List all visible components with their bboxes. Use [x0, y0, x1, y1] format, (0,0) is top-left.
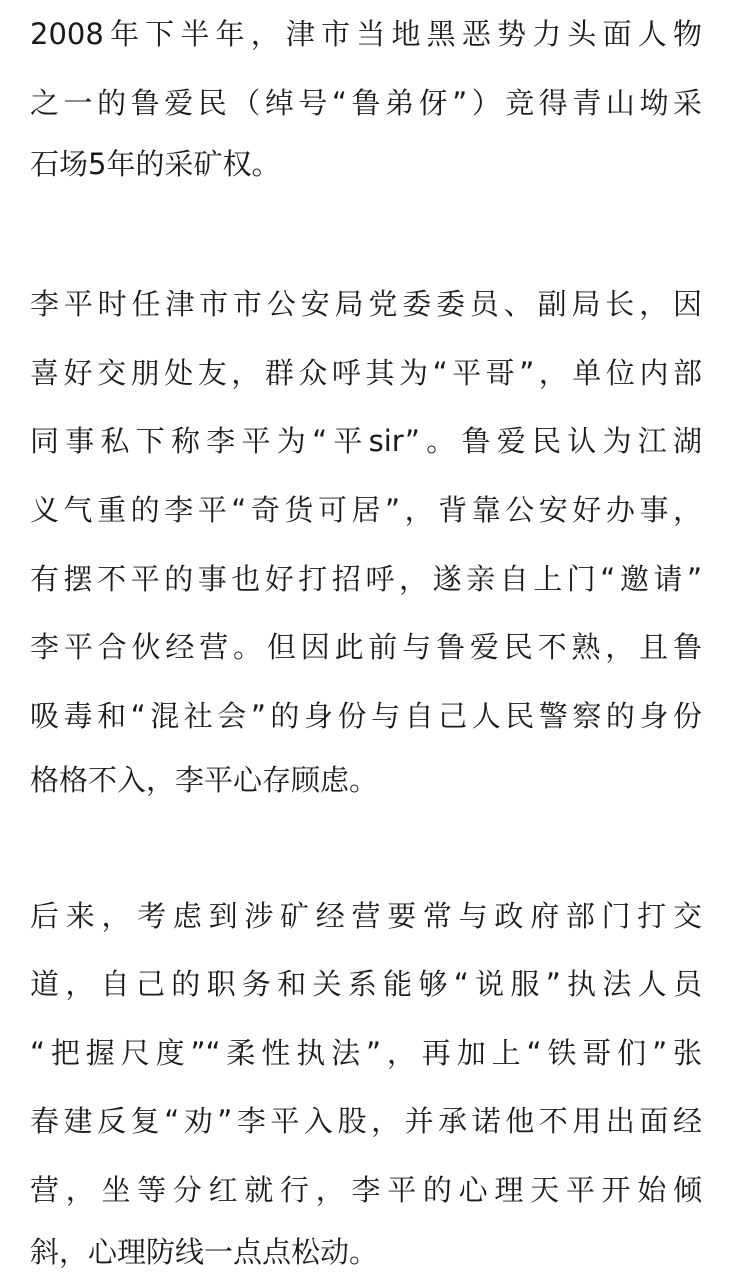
text-line: 有摆不平的事也好打招呼，遂亲自上门“邀请” — [30, 562, 702, 596]
text-line: 营，坐等分红就行，李平的心理天平开始倾 — [30, 1173, 702, 1207]
text-line: 2008年下半年，津市当地黑恶势力头面人物 — [30, 17, 702, 51]
text-line: 义气重的李平“奇货可居”，背靠公安好办事， — [30, 493, 702, 527]
text-line: 李平合伙经营。但因此前与鲁爱民不熟，且鲁 — [30, 630, 702, 664]
text-line: 石场5年的采矿权。 — [30, 147, 281, 181]
text-line: 道，自己的职务和关系能够“说服”执法人员 — [30, 967, 702, 1001]
text-line: 后来，考虑到涉矿经营要常与政府部门打交 — [30, 899, 702, 933]
text-line: 李平时任津市市公安局党委委员、副局长，因 — [30, 287, 702, 321]
text-line: 春建反复“劝”李平入股，并承诺他不用出面经 — [30, 1104, 702, 1138]
text-line: 同事私下称李平为“平sir”。鲁爱民认为江湖 — [30, 424, 702, 458]
text-line: 喜好交朋处友，群众呼其为“平哥”，单位内部 — [30, 356, 702, 390]
text-line: 吸毒和“混社会”的身份与自己人民警察的身份 — [30, 699, 702, 733]
text-line: 斜，心理防线一点点松动。 — [30, 1235, 379, 1269]
text-line: 格格不入，李平心存顾虑。 — [30, 763, 379, 797]
text-line: 之一的鲁爱民（绰号“鲁弟伢”）竞得青山坳采 — [30, 86, 702, 120]
text-line: “把握尺度”“柔性执法”，再加上“铁哥们”张 — [30, 1036, 702, 1070]
